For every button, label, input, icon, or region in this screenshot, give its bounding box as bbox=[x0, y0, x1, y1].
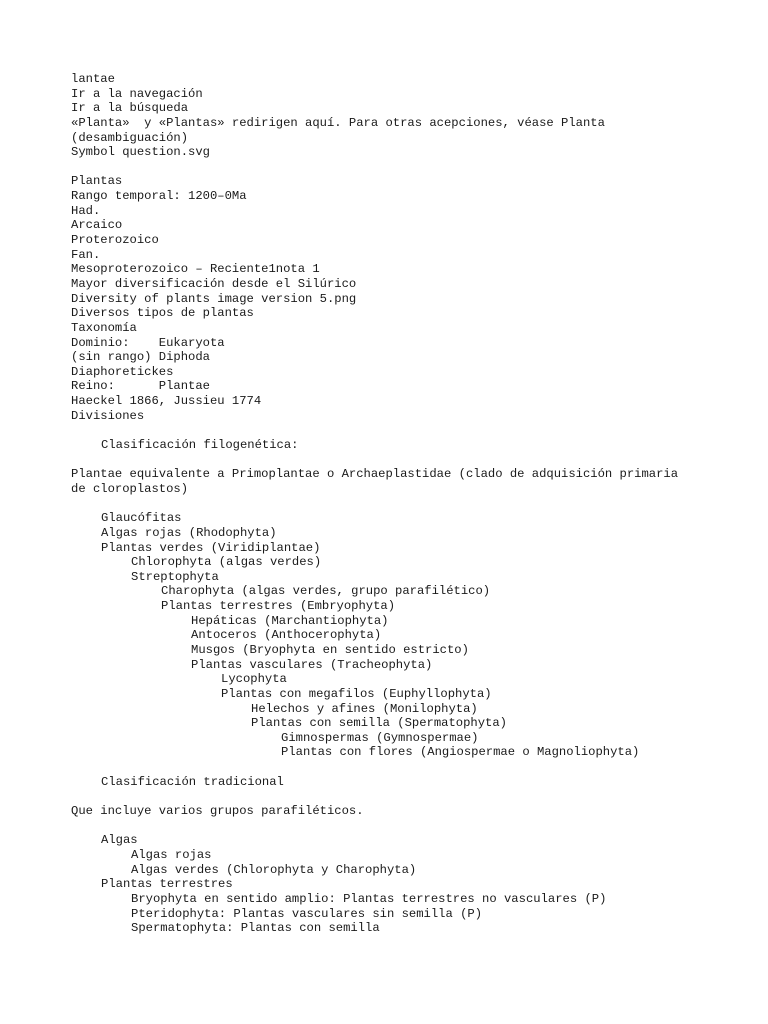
range-detail: Mesoproterozoico – Reciente1nota 1 bbox=[71, 262, 320, 277]
list-item[interactable]: Helechos y afines (Monilophyta) bbox=[251, 701, 478, 716]
eon-archean: Arcaico bbox=[71, 218, 123, 233]
list-item[interactable]: Plantas con flores (Angiospermae o Magnoliophyta) bbox=[281, 745, 640, 760]
taxonomy-diaphoretickes: Diaphoretickes bbox=[71, 364, 174, 379]
list-item[interactable]: Pteridophyta: Plantas vasculares sin semilla (P) bbox=[131, 906, 483, 921]
list-item[interactable]: Plantas verdes (Viridiplantae) bbox=[101, 540, 321, 555]
taxonomy-rank: (sin rango) Diphoda bbox=[71, 350, 210, 365]
list-item[interactable]: Plantas con megafilos (Euphyllophyta) bbox=[221, 686, 492, 701]
taxonomy-domain: Dominio: Eukaryota bbox=[71, 335, 225, 350]
phylogenetic-heading: Clasificación filogenética: bbox=[101, 438, 299, 453]
spacer bbox=[71, 453, 751, 468]
image-caption: Diversos tipos de plantas bbox=[71, 306, 254, 321]
taxonomy-kingdom: Reino: Plantae bbox=[71, 379, 210, 394]
nav-link[interactable]: Ir a la navegación bbox=[71, 86, 203, 101]
phylogenetic-intro-continued: de cloroplastos) bbox=[71, 481, 189, 496]
divisions-heading: Divisiones bbox=[71, 408, 145, 423]
traditional-intro: Que incluye varios grupos parafiléticos. bbox=[71, 804, 364, 819]
list-item[interactable]: Glaucófitas bbox=[101, 511, 182, 526]
list-item[interactable]: Algas bbox=[101, 833, 138, 848]
list-item[interactable]: Lycophyta bbox=[221, 672, 287, 687]
eon-proterozoic: Proterozoico bbox=[71, 233, 159, 248]
list-item[interactable]: Streptophyta bbox=[131, 569, 219, 584]
list-item[interactable]: Plantas vasculares (Tracheophyta) bbox=[191, 657, 433, 672]
spacer bbox=[71, 789, 751, 804]
image-file-name: Diversity of plants image version 5.png bbox=[71, 291, 357, 306]
diversification-note: Mayor diversificación desde el Silúrico bbox=[71, 276, 357, 291]
list-item[interactable]: Plantas con semilla (Spermatophyta) bbox=[251, 716, 507, 731]
traditional-heading: Clasificación tradicional bbox=[101, 774, 284, 789]
list-item[interactable]: Hepáticas (Marchantiophyta) bbox=[191, 613, 389, 628]
title-fragment: lantae bbox=[71, 72, 115, 86]
phylogenetic-intro: Plantae equivalente a Primoplantae o Archaeplastidae (clado de adquisición primaria bbox=[71, 467, 679, 482]
redirect-note-continued: (desambiguación) bbox=[71, 130, 189, 145]
symbol-file-name: Symbol question.svg bbox=[71, 145, 210, 160]
list-item[interactable]: Algas rojas (Rhodophyta) bbox=[101, 525, 277, 540]
redirect-note: «Planta» y «Plantas» redirigen aquí. Para otras acepciones, véase Planta bbox=[71, 115, 605, 130]
list-item[interactable]: Musgos (Bryophyta en sentido estricto) bbox=[191, 642, 469, 657]
taxonomy-heading: Taxonomía bbox=[71, 320, 137, 335]
list-item[interactable]: Plantas terrestres bbox=[101, 877, 233, 892]
spacer bbox=[71, 819, 751, 834]
spacer bbox=[71, 760, 751, 775]
list-item[interactable]: Charophyta (algas verdes, grupo parafilético) bbox=[161, 584, 491, 599]
infobox-name: Plantas bbox=[71, 174, 123, 189]
spacer bbox=[71, 497, 751, 512]
search-link[interactable]: Ir a la búsqueda bbox=[71, 101, 189, 116]
list-item[interactable]: Chlorophyta (algas verdes) bbox=[131, 555, 322, 570]
spacer bbox=[71, 423, 751, 438]
taxonomy-authority: Haeckel 1866, Jussieu 1774 bbox=[71, 394, 262, 409]
list-item[interactable]: Algas rojas bbox=[131, 847, 212, 862]
list-item[interactable]: Spermatophyta: Plantas con semilla bbox=[131, 921, 380, 936]
eon-phanerozoic: Fan. bbox=[71, 247, 101, 262]
temporal-range: Rango temporal: 1200–0Ma bbox=[71, 189, 247, 204]
spacer bbox=[71, 160, 751, 175]
list-item[interactable]: Antoceros (Anthocerophyta) bbox=[191, 628, 382, 643]
eon-hadean: Had. bbox=[71, 203, 101, 218]
list-item[interactable]: Plantas terrestres (Embryophyta) bbox=[161, 599, 396, 614]
document-body bbox=[71, 72, 751, 936]
list-item[interactable]: Gimnospermas (Gymnospermae) bbox=[281, 730, 479, 745]
list-item[interactable]: Algas verdes (Chlorophyta y Charophyta) bbox=[131, 862, 417, 877]
list-item[interactable]: Bryophyta en sentido amplio: Plantas terrestres no vasculares (P) bbox=[131, 891, 607, 906]
